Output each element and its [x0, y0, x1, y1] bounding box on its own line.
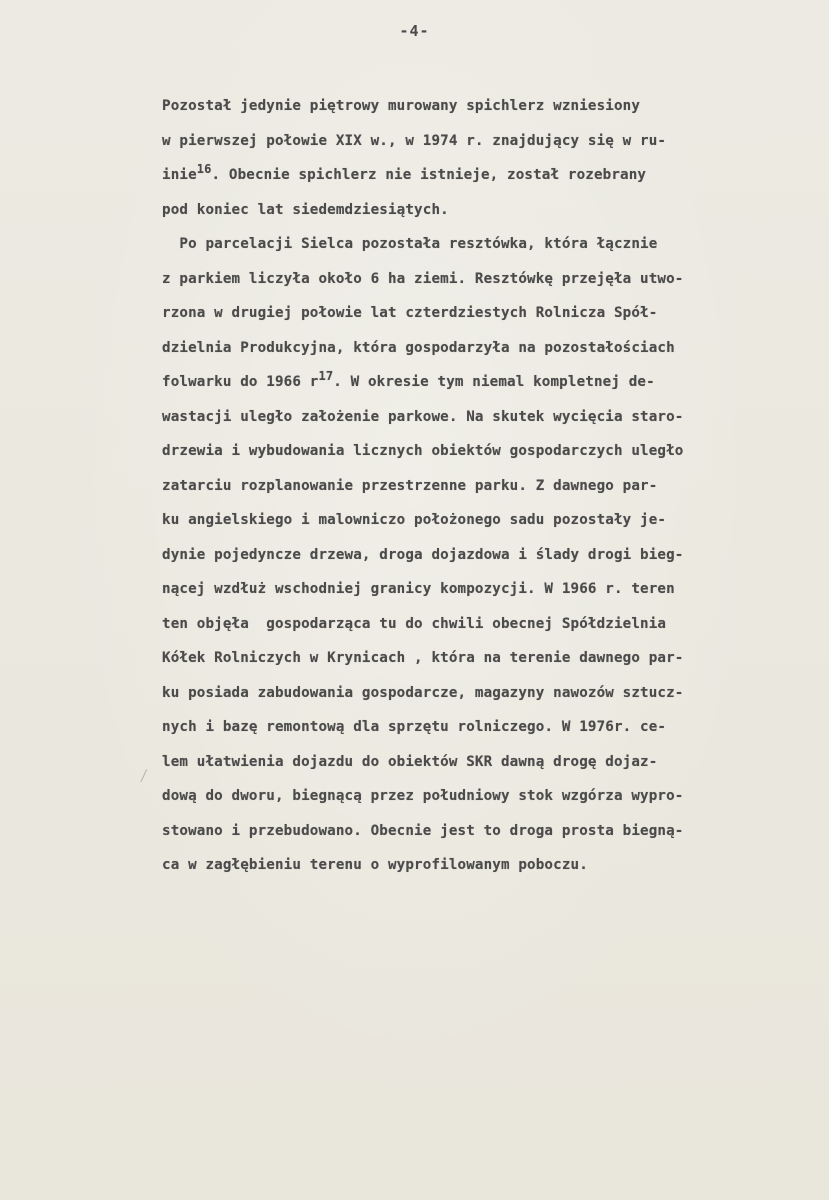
text-line-content: pod koniec lat siedemdziesiątych.	[162, 201, 449, 218]
text-line-continuation: . W okresie tym niemal kompletnej de-	[333, 374, 655, 390]
text-line	[162, 440, 802, 475]
text-line-content: w pierwszej połowie XIX w., w 1974 r. znajdujący się w ru-	[162, 132, 667, 149]
text-line	[162, 647, 802, 682]
text-line-content: ku angielskiego i malowniczo położonego sadu pozostały je-	[162, 512, 667, 528]
text-line-content: Po parcelacji Sielca pozostała resztówka, która łącznie	[162, 236, 658, 252]
text-line-content: rzona w drugiej połowie lat czterdziestych Rolnicza Spół-	[162, 305, 658, 321]
text-line-content: Kółek Rolniczych w Krynicach , która na terenie dawnego par-	[162, 650, 684, 666]
text-line	[162, 371, 802, 406]
text-line-content: dynie pojedyncze drzewa, droga dojazdowa i ślady drogi bieg-	[162, 546, 684, 563]
text-line	[162, 95, 802, 130]
text-line-content: wastacji uległo założenie parkowe. Na skutek wycięcia staro-	[162, 408, 684, 425]
text-line	[162, 337, 802, 372]
text-line	[162, 820, 802, 855]
text-line	[162, 716, 802, 751]
text-line-content: inie	[162, 167, 197, 183]
text-line-content: zatarciu rozplanowanie przestrzenne parku. Z dawnego par-	[162, 477, 658, 494]
text-line-content: Pozostał jedynie piętrowy murowany spichlerz wzniesiony	[162, 98, 641, 114]
text-line-content: lem ułatwienia dojazdu do obiektów SKR dawną drogę dojaz-	[162, 753, 658, 770]
text-line-content: nącej wzdłuż wschodniej granicy kompozycji. W 1966 r. teren	[162, 581, 675, 597]
body-text	[162, 95, 802, 889]
text-line	[162, 233, 802, 268]
footnote-reference: 17	[318, 369, 334, 383]
text-line	[162, 509, 802, 544]
text-line-content: z parkiem liczyła około 6 ha ziemi. Resztówkę przejęła utwo-	[162, 270, 684, 287]
text-line-content: ku posiada zabudowania gospodarcze, magazyny nawozów sztucz-	[162, 684, 684, 701]
text-line	[162, 544, 802, 579]
text-line	[162, 130, 802, 165]
text-line-content: dzielnia Produkcyjna, która gospodarzyła na pozostałościach	[162, 339, 675, 356]
text-line	[162, 475, 802, 510]
text-line-continuation: . Obecnie spichlerz nie istnieje, został rozebrany	[211, 167, 647, 183]
text-line-content: nych i bazę remontową dla sprzętu rolniczego. W 1976r. ce-	[162, 719, 667, 735]
text-line	[162, 613, 802, 648]
text-line	[162, 682, 802, 717]
text-line-content: stowano i przebudowano. Obecnie jest to droga prosta biegną-	[162, 822, 684, 839]
text-line	[162, 751, 802, 786]
text-line	[162, 406, 802, 441]
text-line-content: folwarku do 1966 r	[162, 374, 319, 390]
page-number: -4-	[399, 22, 430, 40]
margin-pencil-mark	[140, 769, 152, 785]
text-line-content: drzewia i wybudowania licznych obiektów gospodarczych uległo	[162, 443, 684, 459]
text-line	[162, 199, 802, 234]
text-line	[162, 785, 802, 820]
text-line	[162, 164, 802, 199]
text-line	[162, 268, 802, 303]
text-line	[162, 854, 802, 889]
footnote-reference: 16	[196, 162, 212, 176]
text-line-content: ca w zagłębieniu terenu o wyprofilowanym poboczu.	[162, 857, 588, 873]
text-line-content: ten objęła gospodarząca tu do chwili obecnej Spółdzielnia	[162, 615, 667, 632]
text-line-content: dową do dworu, biegnącą przez południowy stok wzgórza wypro-	[162, 788, 684, 804]
text-line	[162, 302, 802, 337]
text-line	[162, 578, 802, 613]
